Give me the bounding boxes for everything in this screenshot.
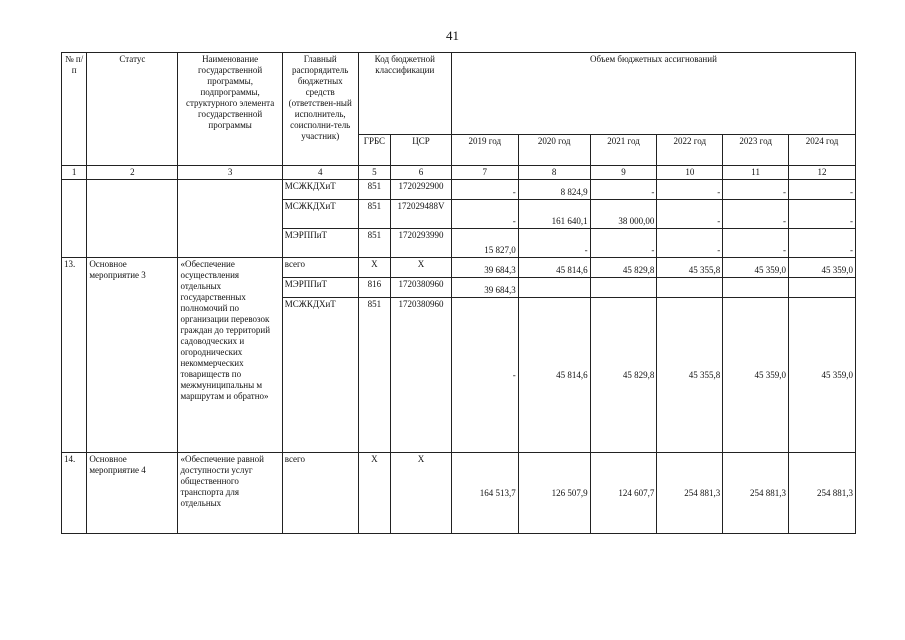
cell-value: 164 513,7 <box>451 453 518 534</box>
page-number: 41 <box>446 28 459 43</box>
cell-value <box>657 278 723 298</box>
column-number: 2 <box>87 166 178 180</box>
header-csr: ЦСР <box>391 135 452 166</box>
header-year: 2020 год <box>518 135 590 166</box>
cell-value: 45 355,8 <box>657 298 723 453</box>
cell-status: Основное мероприятие 3 <box>87 258 178 453</box>
header-status: Статус <box>87 53 178 166</box>
cell-value: 15 827,0 <box>451 229 518 258</box>
cell-grbs: 816 <box>358 278 390 298</box>
cell-value <box>789 278 856 298</box>
cell-value: - <box>723 229 789 258</box>
header-name: Наименование государственной программы, подпрограммы, структурного элемента государственной программы <box>178 53 282 166</box>
cell-value: 124 607,7 <box>590 453 657 534</box>
header-num: № п/п <box>62 53 87 166</box>
cell-value: 38 000,00 <box>590 200 657 229</box>
cell-csr: Х <box>391 258 452 278</box>
cell-value: 126 507,9 <box>518 453 590 534</box>
cell-value <box>723 278 789 298</box>
cell-name: «Обеспечение осуществления отдельных государственных полномочий по организации перевозок граждан до территорий садоводческих и огороднических некоммерческих товариществ по межмуниципальны м маршрутам и обратно» <box>178 258 282 453</box>
column-number: 11 <box>723 166 789 180</box>
cell-value: - <box>789 229 856 258</box>
cell-admin: всего <box>282 258 358 278</box>
cell-value: - <box>723 200 789 229</box>
cell-csr: 1720380960 <box>391 298 452 453</box>
column-number: 1 <box>62 166 87 180</box>
cell-value <box>518 278 590 298</box>
cell-value: 45 814,6 <box>518 298 590 453</box>
cell-grbs: 851 <box>358 298 390 453</box>
cell-value: 39 684,3 <box>451 258 518 278</box>
column-number: 5 <box>358 166 390 180</box>
header-volume: Объем бюджетных ассигнований <box>451 53 855 135</box>
cell-grbs: Х <box>358 453 390 534</box>
column-number: 10 <box>657 166 723 180</box>
cell-value: - <box>590 229 657 258</box>
cell-value: 254 881,3 <box>789 453 856 534</box>
header-year: 2023 год <box>723 135 789 166</box>
cell-csr: 1720380960 <box>391 278 452 298</box>
cell-num: 13. <box>62 258 87 453</box>
cell-csr: Х <box>391 453 452 534</box>
cell-num <box>62 180 87 258</box>
header-grbs: ГРБС <box>358 135 390 166</box>
cell-value: - <box>657 180 723 200</box>
cell-admin: МСЖКДХиТ <box>282 200 358 229</box>
cell-admin: МСЖКДХиТ <box>282 298 358 453</box>
cell-admin: МЭРППиТ <box>282 229 358 258</box>
column-number-row <box>62 166 856 180</box>
cell-value: - <box>518 229 590 258</box>
cell-value: - <box>657 200 723 229</box>
cell-grbs: 851 <box>358 180 390 200</box>
cell-grbs: Х <box>358 258 390 278</box>
cell-name: «Обеспечение равной доступности услуг общественного транспорта для отдельных <box>178 453 282 534</box>
cell-value: - <box>657 229 723 258</box>
cell-value: 45 359,0 <box>789 298 856 453</box>
cell-value: 45 814,6 <box>518 258 590 278</box>
cell-num: 14. <box>62 453 87 534</box>
table-row <box>62 453 856 534</box>
table-row <box>62 180 856 200</box>
cell-grbs: 851 <box>358 200 390 229</box>
cell-status: Основное мероприятие 4 <box>87 453 178 534</box>
cell-value: 45 359,0 <box>723 298 789 453</box>
column-number: 4 <box>282 166 358 180</box>
cell-value: 45 359,0 <box>789 258 856 278</box>
cell-value: 8 824,9 <box>518 180 590 200</box>
cell-admin: МЭРППиТ <box>282 278 358 298</box>
cell-value: - <box>451 200 518 229</box>
cell-status <box>87 180 178 258</box>
cell-value: - <box>789 200 856 229</box>
cell-value: 254 881,3 <box>657 453 723 534</box>
cell-admin: МСЖКДХиТ <box>282 180 358 200</box>
cell-value: - <box>451 180 518 200</box>
cell-value: - <box>590 180 657 200</box>
column-number: 3 <box>178 166 282 180</box>
header-year: 2021 год <box>590 135 657 166</box>
cell-csr: 1720293990 <box>391 229 452 258</box>
cell-value: - <box>723 180 789 200</box>
cell-value: 161 640,1 <box>518 200 590 229</box>
cell-value: - <box>451 298 518 453</box>
column-number: 8 <box>518 166 590 180</box>
cell-name <box>178 180 282 258</box>
header-code: Код бюджетной классификации <box>358 53 451 135</box>
budget-table <box>61 52 856 534</box>
cell-value: 45 355,8 <box>657 258 723 278</box>
cell-value: 254 881,3 <box>723 453 789 534</box>
cell-admin: всего <box>282 453 358 534</box>
cell-value: 45 829,8 <box>590 298 657 453</box>
header-year: 2019 год <box>451 135 518 166</box>
column-number: 12 <box>789 166 856 180</box>
cell-value <box>590 278 657 298</box>
cell-value: - <box>789 180 856 200</box>
column-number: 9 <box>590 166 657 180</box>
cell-grbs: 851 <box>358 229 390 258</box>
header-row <box>62 53 856 135</box>
column-number: 7 <box>451 166 518 180</box>
cell-csr: 1720292900 <box>391 180 452 200</box>
header-year: 2022 год <box>657 135 723 166</box>
column-number: 6 <box>391 166 452 180</box>
table-row <box>62 258 856 278</box>
header-admin: Главный распорядитель бюджетных средств (ответствен-ный исполнитель, соисполни-тель участник) <box>282 53 358 166</box>
cell-csr: 172029488V <box>391 200 452 229</box>
cell-value: 45 359,0 <box>723 258 789 278</box>
cell-value: 45 829,8 <box>590 258 657 278</box>
cell-value: 39 684,3 <box>451 278 518 298</box>
header-year: 2024 год <box>789 135 856 166</box>
